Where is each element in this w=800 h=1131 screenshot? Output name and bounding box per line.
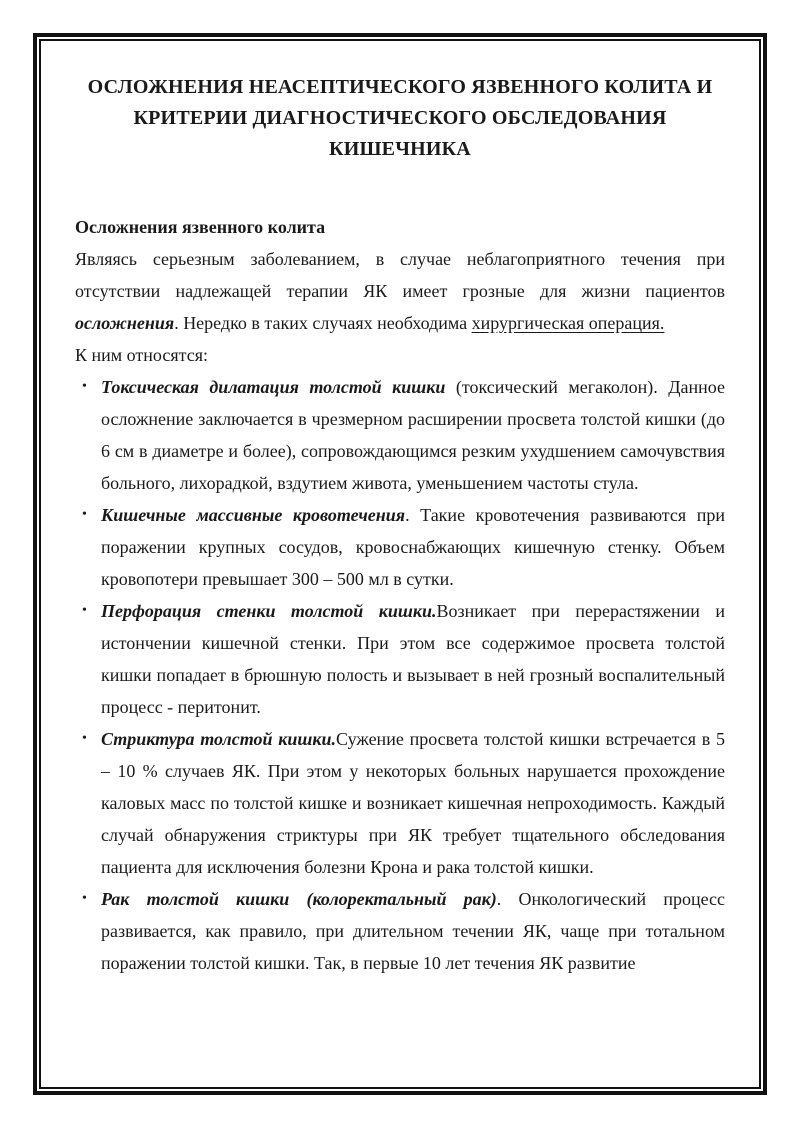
- bullet-icon: •: [82, 379, 87, 394]
- page-content: [42, 42, 755, 1087]
- list-item-perforation: [75, 595, 725, 723]
- intro-paragraph: Являясь серьезным заболеванием, в случае неблагоприятного течения при отсутствии надлежащей терапии ЯК имеет грозные для жизни пациентов осложнения. Нередко в таких случаях необходима хирургическая операция.: [75, 249, 725, 333]
- list-item-text: Кишечные массивные кровотечения. Такие кровотечения развиваются при поражении крупных сосудов, кровоснабжающих кишечную стенку. Объем кровопотери превышает 300 – 500 мл в сутки.: [101, 505, 725, 589]
- list-item-text: Стриктура толстой кишки.Сужение просвета толстой кишки встречается в 5 – 10 % случаев ЯК. При этом у некоторых больных нарушается прохождение каловых масс по толстой кишке и возникает кишечная непроходимость. Каждый случай обнаружения стриктуры при ЯК требует тщательного обследования пациента для исключения болезни Крона и рака толстой кишки.: [101, 729, 725, 877]
- bullet-icon: •: [82, 731, 87, 746]
- bullet-icon: •: [82, 507, 87, 522]
- list-item-cancer: [75, 883, 725, 979]
- list-item-text: Перфорация стенки толстой кишки.Возникает при перерастяжении и истончении кишечной стенки. При этом все содержимое просвета толстой кишки попадает в брюшную полость и вызывает в ней грозный воспалительный процесс - перитонит.: [101, 601, 725, 717]
- list-item-stricture: [75, 723, 725, 883]
- section-heading: Осложнения язвенного колита: [75, 217, 326, 237]
- bullet-icon: •: [82, 891, 87, 906]
- complications-list: [75, 371, 725, 979]
- bullet-icon: •: [82, 603, 87, 618]
- list-item-text: Рак толстой кишки (колоректальный рак). Онкологический процесс развивается, как правило, при длительном течении ЯК, чаще при тотальном поражении толстой кишки. Так, в первые 10 лет течения ЯК развитие: [101, 889, 725, 973]
- list-intro: К ним относятся:: [75, 345, 208, 365]
- list-item-text: Токсическая дилатация толстой кишки (токсический мегаколон). Данное осложнение заключается в чрезмерном расширении просвета толстой кишки (до 6 см в диаметре и более), сопровождающимся резким ухудшением самочувствия больного, лихорадкой, вздутием живота, уменьшением частоты стула.: [101, 377, 725, 493]
- list-item-bleeding: [75, 499, 725, 595]
- document-title: ОСЛОЖНЕНИЯ НЕАСЕПТИЧЕСКОГО ЯЗВЕННОГО КОЛИТА И КРИТЕРИИ ДИАГНОСТИЧЕСКОГО ОБСЛЕДОВАНИЯ КИШЕЧНИКА: [87, 76, 713, 160]
- list-item-toxic-dilation: [75, 371, 725, 499]
